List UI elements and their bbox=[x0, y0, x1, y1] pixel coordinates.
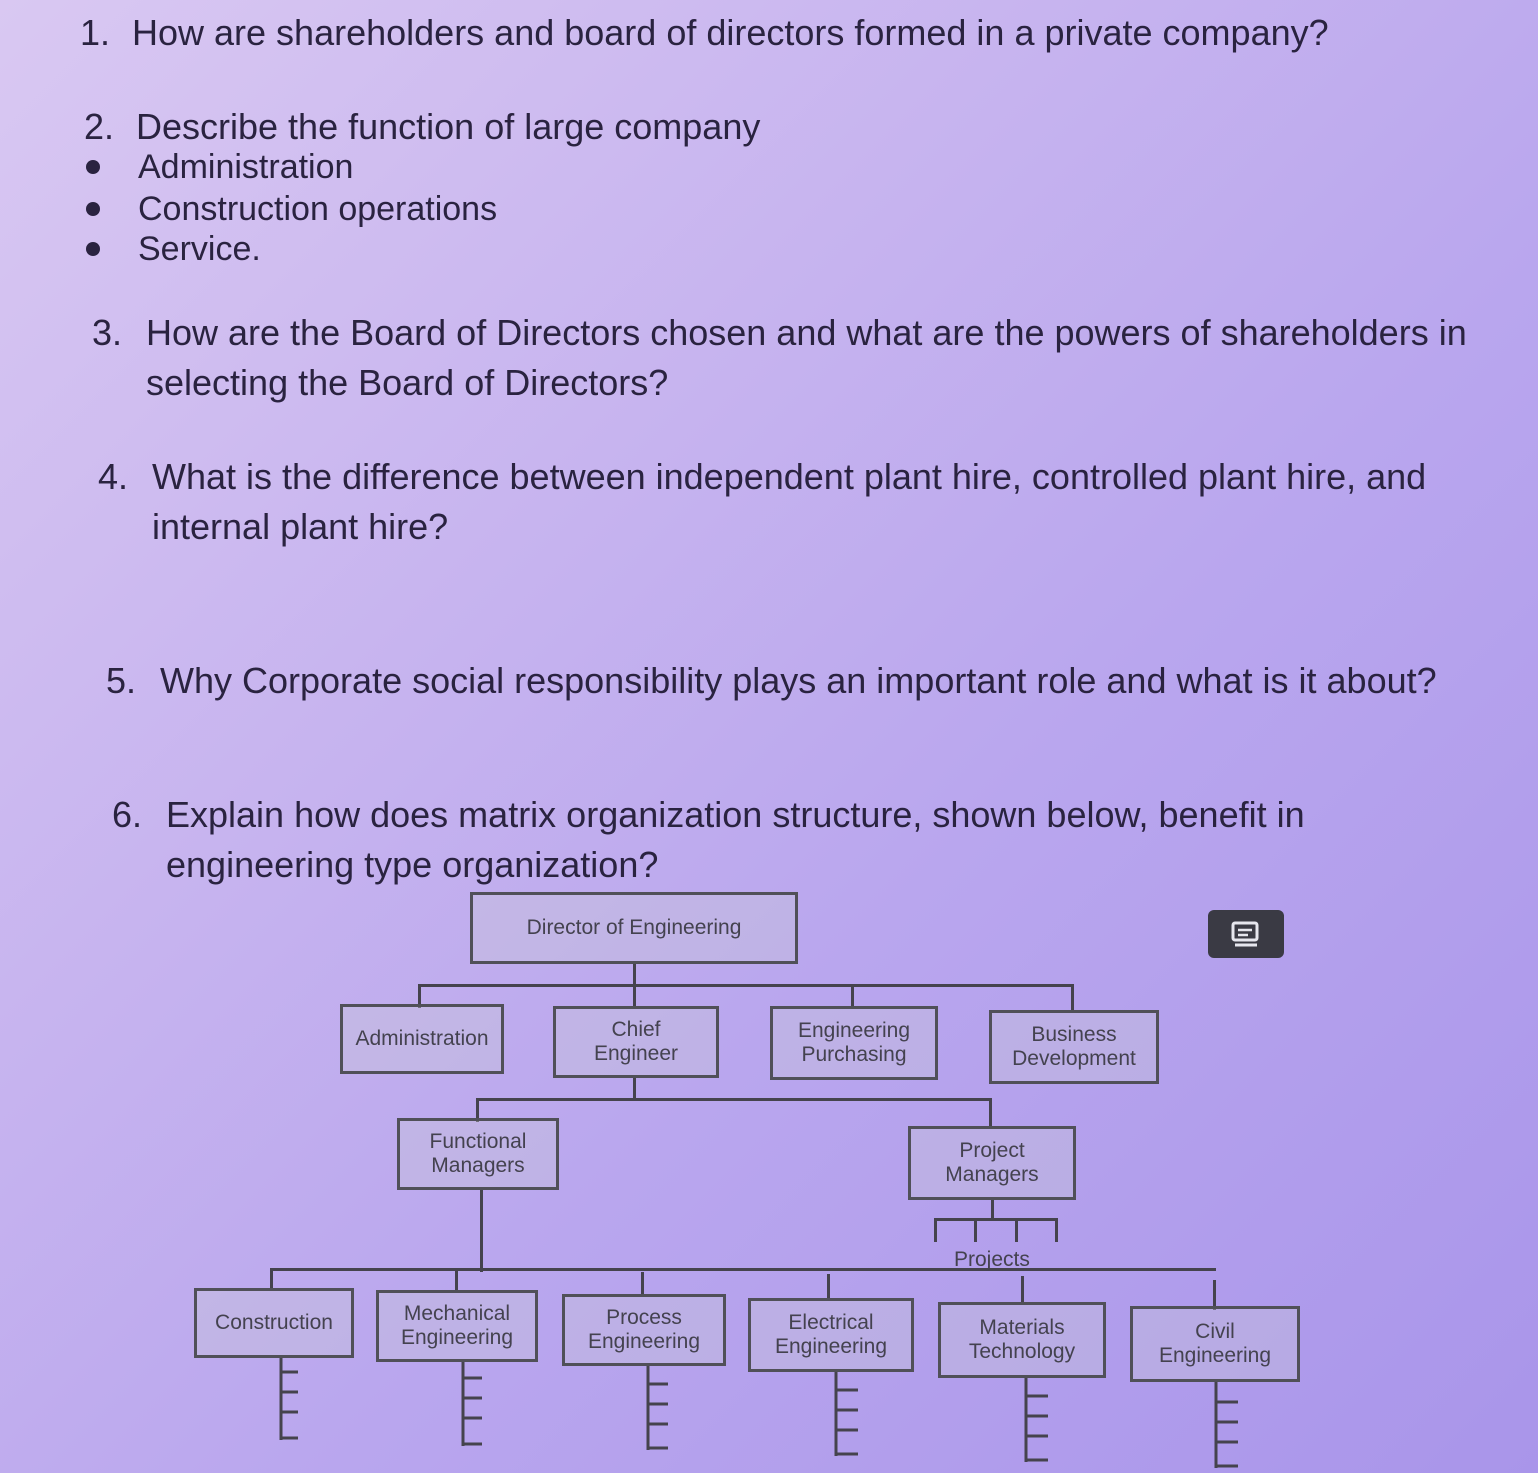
question-number: 2. bbox=[84, 106, 115, 147]
chart-box-mechanical-engineering bbox=[376, 1290, 538, 1362]
question-5 bbox=[106, 656, 1526, 706]
connector bbox=[270, 1268, 1216, 1271]
connector bbox=[633, 962, 636, 986]
question-text: How are the Board of Directors chosen and what are the powers of shareholders in selecting the Board of Directors? bbox=[146, 312, 1467, 403]
bullet-dot bbox=[86, 242, 100, 256]
connector bbox=[270, 1268, 273, 1290]
chart-box-label: Chief Engineer bbox=[593, 1018, 679, 1065]
question-6 bbox=[112, 790, 1472, 890]
chart-box-label: Construction bbox=[215, 1311, 333, 1334]
chart-box-materials-technology bbox=[938, 1302, 1106, 1378]
chart-box-label: Mechanical Engineering bbox=[400, 1302, 514, 1349]
question-text: How are shareholders and board of directors formed in a private company? bbox=[132, 12, 1329, 53]
bullet-text: Construction operations bbox=[138, 190, 498, 228]
question-1 bbox=[80, 8, 1520, 58]
connector bbox=[827, 1274, 830, 1300]
question-text: Explain how does matrix organization structure, shown below, benefit in engineering type organization? bbox=[166, 794, 1305, 885]
connector bbox=[1055, 1218, 1058, 1242]
question-number: 4. bbox=[98, 456, 129, 497]
question-text: Describe the function of large company bbox=[136, 106, 761, 147]
connector bbox=[934, 1218, 1058, 1221]
connector bbox=[633, 984, 636, 1008]
chart-box-label: Engineering Purchasing bbox=[797, 1019, 911, 1066]
connector bbox=[851, 984, 854, 1008]
bullet-dot bbox=[86, 202, 100, 216]
chart-box-civil-engineering bbox=[1130, 1306, 1300, 1382]
connector bbox=[418, 984, 1074, 987]
chart-box-label: Project Managers bbox=[945, 1139, 1039, 1186]
chart-box-label: Civil Engineering bbox=[1158, 1320, 1272, 1367]
chart-box-label: Process Engineering bbox=[587, 1306, 701, 1353]
caption-button[interactable] bbox=[1208, 910, 1284, 958]
bullet-text: Administration bbox=[138, 148, 354, 186]
connector bbox=[1071, 984, 1074, 1012]
chart-box-label: Functional Managers bbox=[429, 1130, 527, 1177]
chart-box-label: Materials Technology bbox=[968, 1316, 1076, 1363]
connector bbox=[991, 1198, 994, 1220]
question-2 bbox=[84, 102, 1084, 152]
connector bbox=[1015, 1218, 1018, 1242]
bullet-text: Service. bbox=[138, 230, 261, 268]
question-3 bbox=[92, 308, 1512, 408]
chart-box-director bbox=[470, 892, 798, 964]
chart-box-engineering-purchasing bbox=[770, 1006, 938, 1080]
chart-box-label: Administration bbox=[355, 1027, 489, 1050]
question-number: 1. bbox=[80, 12, 111, 53]
question-text: What is the difference between independent plant hire, controlled plant hire, and internal plant hire? bbox=[152, 456, 1427, 547]
projects-label: Projects bbox=[954, 1248, 1030, 1271]
connector bbox=[480, 1188, 483, 1272]
chart-box-construction bbox=[194, 1288, 354, 1358]
connector bbox=[455, 1270, 458, 1292]
chart-box-project-managers bbox=[908, 1126, 1076, 1200]
connector bbox=[934, 1218, 937, 1242]
connector bbox=[633, 1078, 636, 1100]
chart-box-electrical-engineering bbox=[748, 1298, 914, 1372]
connector bbox=[476, 1098, 992, 1101]
question-number: 6. bbox=[112, 794, 143, 835]
chart-box-business-development bbox=[989, 1010, 1159, 1084]
connector bbox=[989, 1098, 992, 1128]
question-text: Why Corporate social responsibility plays an important role and what is it about? bbox=[160, 660, 1437, 701]
connector bbox=[641, 1272, 644, 1296]
caption-icon bbox=[1229, 920, 1263, 948]
chart-box-chief-engineer bbox=[553, 1006, 719, 1078]
chart-box-label: Electrical Engineering bbox=[774, 1311, 888, 1358]
question-4 bbox=[98, 452, 1498, 552]
bullet-dot bbox=[86, 160, 100, 174]
chart-box-process-engineering bbox=[562, 1294, 726, 1366]
connector bbox=[974, 1218, 977, 1242]
question-number: 5. bbox=[106, 660, 137, 701]
chart-box-functional-managers bbox=[397, 1118, 559, 1190]
chart-box-administration bbox=[340, 1004, 504, 1074]
question-number: 3. bbox=[92, 312, 123, 353]
chart-box-label: Director of Engineering bbox=[526, 916, 742, 939]
connector bbox=[1021, 1276, 1024, 1304]
chart-box-label: Business Development bbox=[1012, 1023, 1136, 1070]
